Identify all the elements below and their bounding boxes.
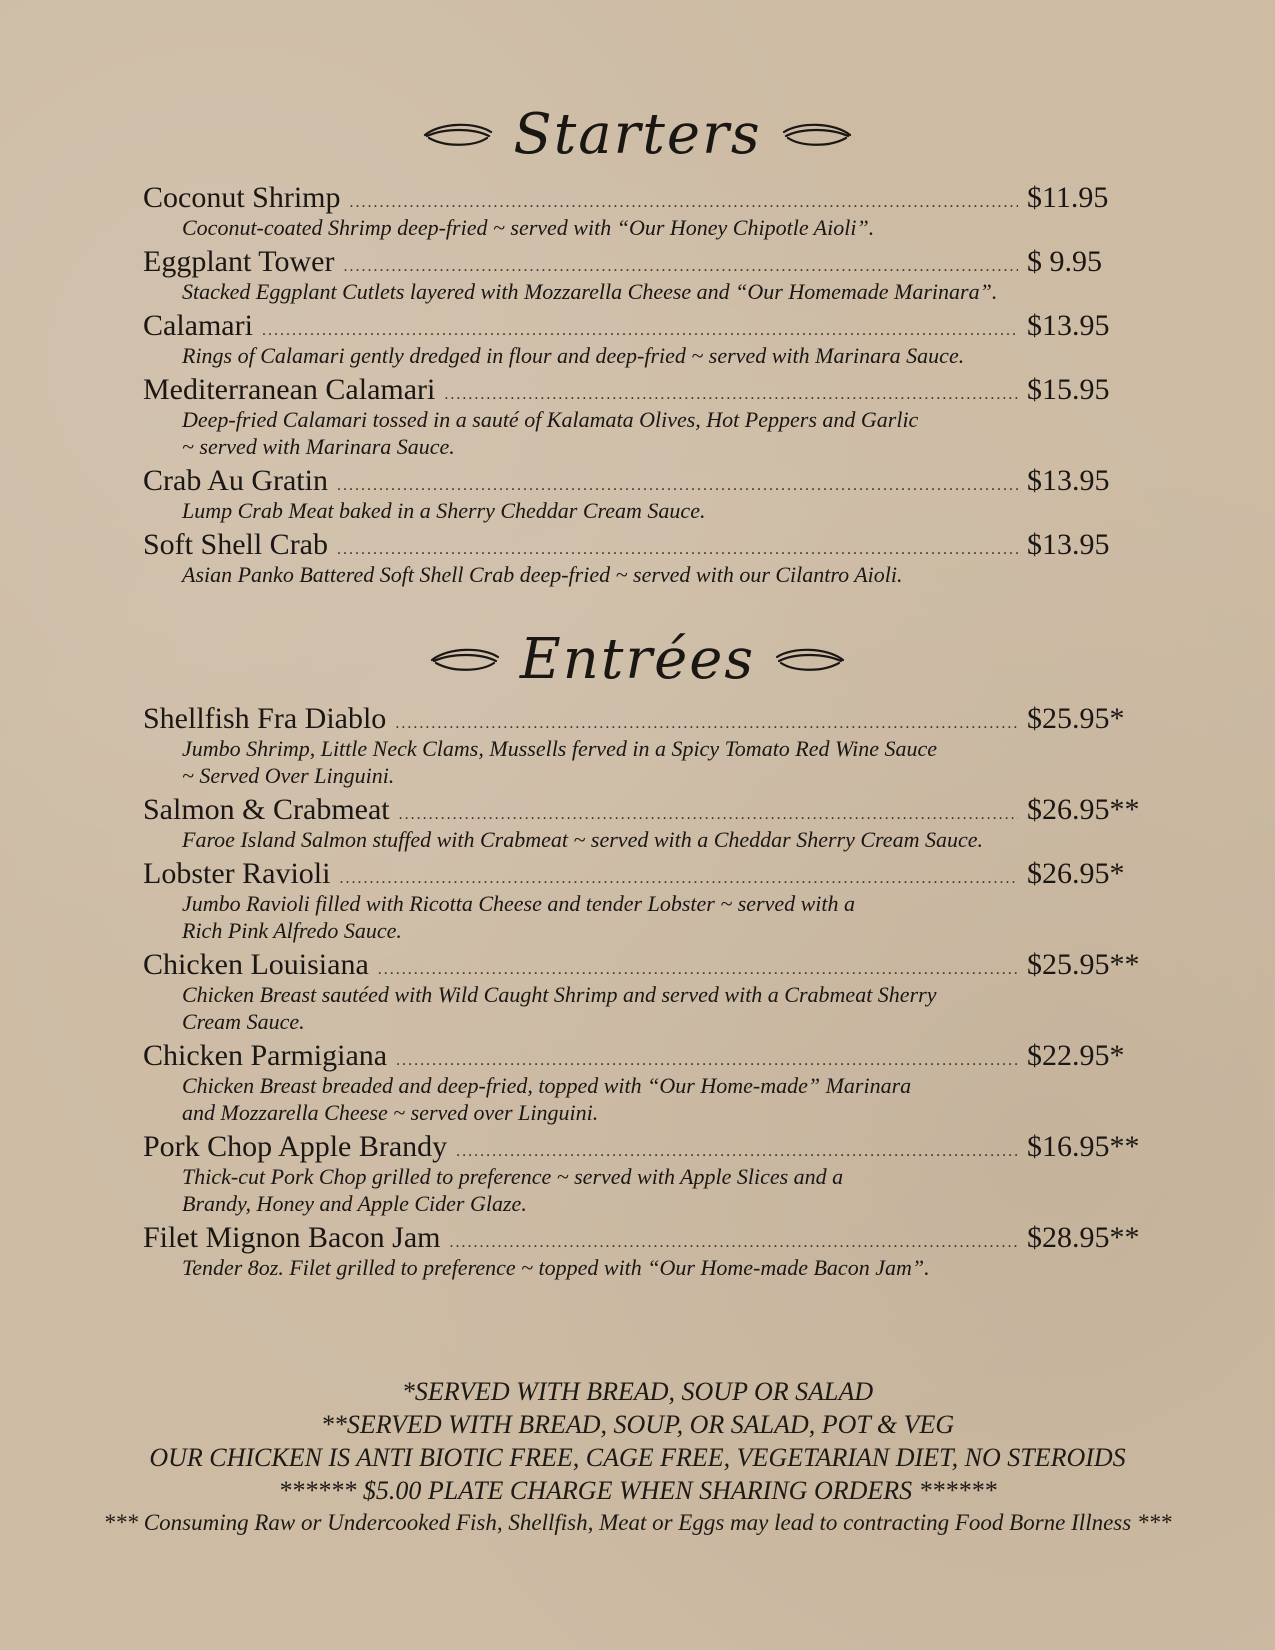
menu-item-header [143,793,1143,826]
starters-title: Starters [513,102,762,167]
menu-item [143,1221,1143,1281]
menu-item-description: Chicken Breast breaded and deep-fried, topped with “Our Home-made” Marinara and Mozzarella Cheese ~ served over Linguini. [182,1073,912,1125]
menu-item-price: $ 9.95 [1027,245,1102,278]
menu-item-description: Asian Panko Battered Soft Shell Crab deep-fried ~ served with our Cilantro Aioli. [182,562,903,587]
menu-item-price: $25.95* [1027,702,1125,735]
menu-item-description: Stacked Eggplant Cutlets layered with Mozzarella Cheese and “Our Homemade Marinara”. [182,279,998,304]
menu-item-name: Crab Au Gratin [143,464,328,497]
entrees-title: Entrées [519,627,756,692]
menu-item-name: Pork Chop Apple Brandy [143,1130,448,1163]
menu-item-description: Jumbo Shrimp, Little Neck Clams, Mussells ferved in a Spicy Tomato Red Wine Sauce ~ Served Over Linguini. [182,736,938,788]
menu-item-header [143,309,1143,342]
menu-item-description: Deep-fried Calamari tossed in a sauté of Kalamata Olives, Hot Peppers and Garlic ~ served with Marinara Sauce. [182,407,919,459]
starters-list [143,181,1143,592]
menu-item [143,309,1143,369]
menu-item-header [143,181,1143,214]
menu-item-header [143,464,1143,497]
menu-item-price: $13.95 [1027,464,1110,497]
menu-item [143,1130,1143,1217]
menu-item-header [143,373,1143,406]
menu-item [143,793,1143,853]
menu-item-name: Filet Mignon Bacon Jam [143,1221,441,1254]
menu-item [143,528,1143,588]
menu-item-price: $16.95** [1027,1130,1140,1163]
menu-item-description: Rings of Calamari gently dredged in flour and deep-fried ~ served with Marinara Sauce. [182,343,965,368]
menu-item-name: Salmon & Crabmeat [143,793,390,826]
menu-item-description: Lump Crab Meat baked in a Sherry Cheddar Cream Sauce. [182,498,706,523]
menu-item [143,373,1143,460]
menu-item-price: $13.95 [1027,309,1110,342]
menu-item-description: Jumbo Ravioli filled with Ricotta Cheese and tender Lobster ~ served with a Rich Pink Alfredo Sauce. [182,891,856,943]
menu-item-price: $28.95** [1027,1221,1140,1254]
starters-heading [0,100,1275,170]
menu-item-name: Lobster Ravioli [143,857,331,890]
menu-item-name: Soft Shell Crab [143,528,328,561]
menu-item-description: Faroe Island Salmon stuffed with Crabmeat ~ served with a Cheddar Sherry Cream Sauce. [182,827,983,852]
menu-item-price: $15.95 [1027,373,1110,406]
footer-note-plate-charge: ****** $5.00 PLATE CHARGE WHEN SHARING ORDERS ****** [278,1476,997,1505]
menu-item-header [143,1221,1143,1254]
entrees-list [143,702,1143,1285]
flourish-left-icon [428,645,502,675]
menu-item-name: Shellfish Fra Diablo [143,702,387,735]
menu-item-header [143,245,1143,278]
menu-item-price: $25.95** [1027,948,1140,981]
footer-notes [0,1375,1275,1539]
menu-item-name: Chicken Parmigiana [143,1039,388,1072]
menu-item-name: Eggplant Tower [143,245,335,278]
menu-item-price: $13.95 [1027,528,1110,561]
menu-item-price: $11.95 [1027,181,1109,214]
menu-item-header [143,528,1143,561]
footer-note-served-bread: *SERVED WITH BREAD, SOUP OR SALAD [401,1377,874,1406]
footer-note-served-pot-veg: **SERVED WITH BREAD, SOUP, OR SALAD, POT & VEG [320,1410,955,1439]
menu-item-price: $26.95** [1027,793,1140,826]
flourish-right-icon [773,645,847,675]
menu-item-header [143,702,1143,735]
menu-item [143,464,1143,524]
menu-item-description: Coconut-coated Shrimp deep-fried ~ served with “Our Honey Chipotle Aioli”. [182,215,875,240]
menu-item-price: $22.95* [1027,1039,1125,1072]
menu-item [143,857,1143,944]
menu-item-description: Chicken Breast sautéed with Wild Caught Shrimp and served with a Crabmeat Sherry Cream Sauce. [182,982,937,1034]
menu-item-name: Mediterranean Calamari [143,373,436,406]
flourish-right-icon [780,120,854,150]
menu-item [143,181,1143,241]
menu-item-description: Thick-cut Pork Chop grilled to preference ~ served with Apple Slices and a Brandy, Honey and Apple Cider Glaze. [182,1164,844,1216]
entrees-heading [0,625,1275,695]
footer-note-consumption-warning: *** Consuming Raw or Undercooked Fish, Shellfish, Meat or Eggs may lead to contracting Food Borne Illness *** [103,1510,1172,1535]
menu-item [143,245,1143,305]
menu-item [143,702,1143,789]
flourish-left-icon [421,120,495,150]
menu-item-description: Tender 8oz. Filet grilled to preference ~ topped with “Our Home-made Bacon Jam”. [182,1255,930,1280]
menu-item-header [143,1039,1143,1072]
menu-item [143,1039,1143,1126]
menu-item-header [143,857,1143,890]
menu-item-header [143,1130,1143,1163]
menu-item-price: $26.95* [1027,857,1125,890]
menu-item-header [143,948,1143,981]
menu-item [143,948,1143,1035]
footer-note-chicken: OUR CHICKEN IS ANTI BIOTIC FREE, CAGE FREE, VEGETARIAN DIET, NO STEROIDS [149,1443,1126,1472]
menu-item-name: Calamari [143,309,253,342]
menu-item-name: Coconut Shrimp [143,181,341,214]
menu-item-name: Chicken Louisiana [143,948,369,981]
